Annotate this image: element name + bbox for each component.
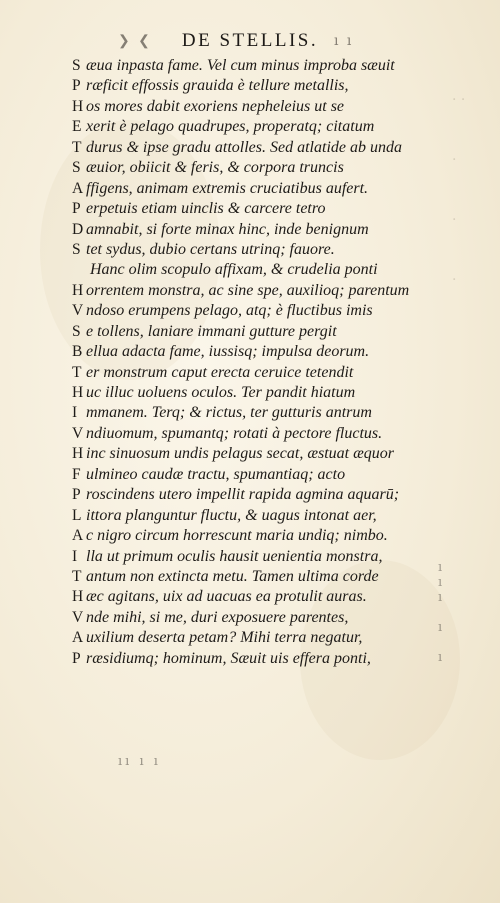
verse-text: mmanem. Terq; & rictus, ter gutturis antrum — [86, 404, 372, 422]
verse-line — [72, 179, 462, 199]
header-ornament-left: ❯ ❮ — [118, 33, 152, 49]
verse-line — [72, 76, 462, 96]
verse-line — [72, 97, 462, 117]
verse-line — [72, 444, 462, 464]
verse-text: ulmineo caudæ tractu, spumantiaq; acto — [86, 465, 346, 483]
verse-text: xerit è pelago quadrupes, properatq; citatum — [86, 118, 375, 136]
verse-initial: F — [72, 465, 81, 483]
verse-initial: D — [72, 220, 84, 238]
verse-initial: P — [72, 77, 81, 95]
verse-block — [72, 56, 462, 669]
verse-line — [72, 567, 462, 587]
verse-text: amnabit, si forte minax hinc, inde benignum — [86, 220, 369, 238]
verse-initial: H — [72, 281, 84, 299]
footer-show-through: ıı ı ı — [118, 754, 161, 769]
verse-initial: T — [72, 363, 82, 381]
verse-line — [72, 301, 462, 321]
verse-text: antum non extincta metu. Tamen ultima corde — [86, 567, 379, 585]
verse-line — [72, 465, 462, 485]
verse-text: æua inpasta fame. Vel cum minus improba sæuit — [86, 57, 395, 74]
verse-text: uxilium deserta petam? Mihi terra negatur, — [86, 629, 363, 647]
verse-initial: S — [72, 159, 81, 177]
verse-line — [72, 363, 462, 383]
verse-text: ffigens, animam extremis cruciatibus aufert. — [86, 179, 369, 197]
verse-line — [72, 240, 462, 260]
verse-line — [72, 424, 462, 444]
verse-text: Hanc olim scopulo affixam, & crudelia ponti — [90, 261, 378, 279]
verse-initial: S — [72, 240, 81, 258]
verse-initial: P — [72, 200, 81, 218]
verse-line — [72, 547, 462, 567]
verse-initial: E — [72, 118, 82, 136]
verse-line — [72, 56, 462, 76]
verse-line — [72, 281, 462, 301]
verse-line — [72, 158, 462, 178]
verse-line — [72, 403, 462, 423]
verse-initial: A — [72, 527, 84, 545]
verse-line — [72, 628, 462, 648]
verse-text: ellua adacta fame, iussisq; impulsa deorum. — [86, 343, 370, 361]
verse-initial: A — [72, 629, 84, 647]
verse-text: nde mihi, si me, duri exposuere parentes, — [86, 608, 349, 626]
verse-line — [72, 649, 462, 669]
verse-line — [72, 199, 462, 219]
margin-show-through: ı ı ı ı ı — [438, 560, 443, 665]
verse-text: tet sydus, dubio certans utrinq; fauore. — [86, 240, 335, 258]
verse-text: æuior, obiicit & feris, & corpora truncis — [86, 159, 344, 177]
verse-text: ræficit effossis grauida è tellure metallis, — [86, 77, 349, 95]
verse-text: os mores dabit exoriens nepheleius ut se — [86, 97, 345, 115]
verse-text: ræsidiumq; hominum, Sæuit uis effera ponti, — [86, 649, 371, 667]
verse-line-indented — [72, 260, 462, 280]
verse-text: c nigro circum horrescunt maria undiq; nimbo. — [86, 527, 388, 545]
verse-text: uc illuc uoluens oculos. Ter pandit hiatum — [86, 384, 356, 401]
verse-initial: P — [72, 649, 81, 667]
verse-initial: V — [72, 424, 84, 442]
verse-line — [72, 117, 462, 137]
verse-initial: H — [72, 588, 84, 606]
verse-initial: I — [72, 404, 78, 422]
verse-text: erpetuis etiam uinclis & carcere tetro — [86, 200, 326, 218]
verse-initial: H — [72, 97, 84, 115]
verse-line — [72, 383, 462, 403]
verse-text: orrentem monstra, ac sine spe, auxilioq; parentum — [86, 281, 410, 299]
show-through-marks: · · · · · — [452, 92, 466, 288]
verse-initial: I — [72, 547, 78, 565]
running-head: DE STELLIS. — [181, 30, 319, 51]
verse-line — [72, 322, 462, 342]
verse-initial: A — [72, 179, 84, 197]
verse-line — [72, 608, 462, 628]
verse-text: ndiuomum, spumantq; rotati à pectore fluctus. — [86, 424, 383, 442]
verse-line — [72, 506, 462, 526]
verse-text: lla ut primum oculis hausit uenientia monstra, — [86, 547, 383, 565]
verse-initial: P — [72, 486, 81, 504]
verse-initial: S — [72, 57, 81, 74]
verse-text: inc sinuosum undis pelagus secat, æstuat æquor — [86, 445, 395, 463]
verse-text: er monstrum caput erecta ceruice tetendit — [86, 363, 354, 381]
header-ornament-right: ı ı — [334, 33, 354, 49]
verse-text: e tollens, laniare immani gutture pergit — [86, 322, 337, 340]
verse-line — [72, 220, 462, 240]
verse-text: durus & ipse gradu attolles. Sed atlatide ab unda — [86, 138, 402, 156]
verse-initial: S — [72, 322, 81, 340]
verse-initial: T — [72, 567, 82, 585]
verse-initial: V — [72, 608, 84, 626]
verse-initial: B — [72, 343, 83, 361]
verse-text: ittora planguntur fluctu, & uagus intonat aer, — [86, 506, 377, 524]
verse-initial: V — [72, 302, 84, 320]
verse-line — [72, 526, 462, 546]
verse-initial: L — [72, 506, 82, 524]
verse-line — [72, 485, 462, 505]
verse-line — [72, 138, 462, 158]
verse-text: ndoso erumpens pelago, atq; è fluctibus imis — [86, 302, 373, 320]
verse-text: roscindens utero impellit rapida agmina aquarū; — [86, 486, 400, 504]
verse-initial: H — [72, 384, 84, 401]
verse-line — [72, 587, 462, 607]
verse-text: æc agitans, uix ad uacuas ea protulit auras. — [86, 588, 367, 606]
verse-initial: H — [72, 445, 84, 463]
verse-line — [72, 342, 462, 362]
verse-initial: T — [72, 138, 82, 156]
